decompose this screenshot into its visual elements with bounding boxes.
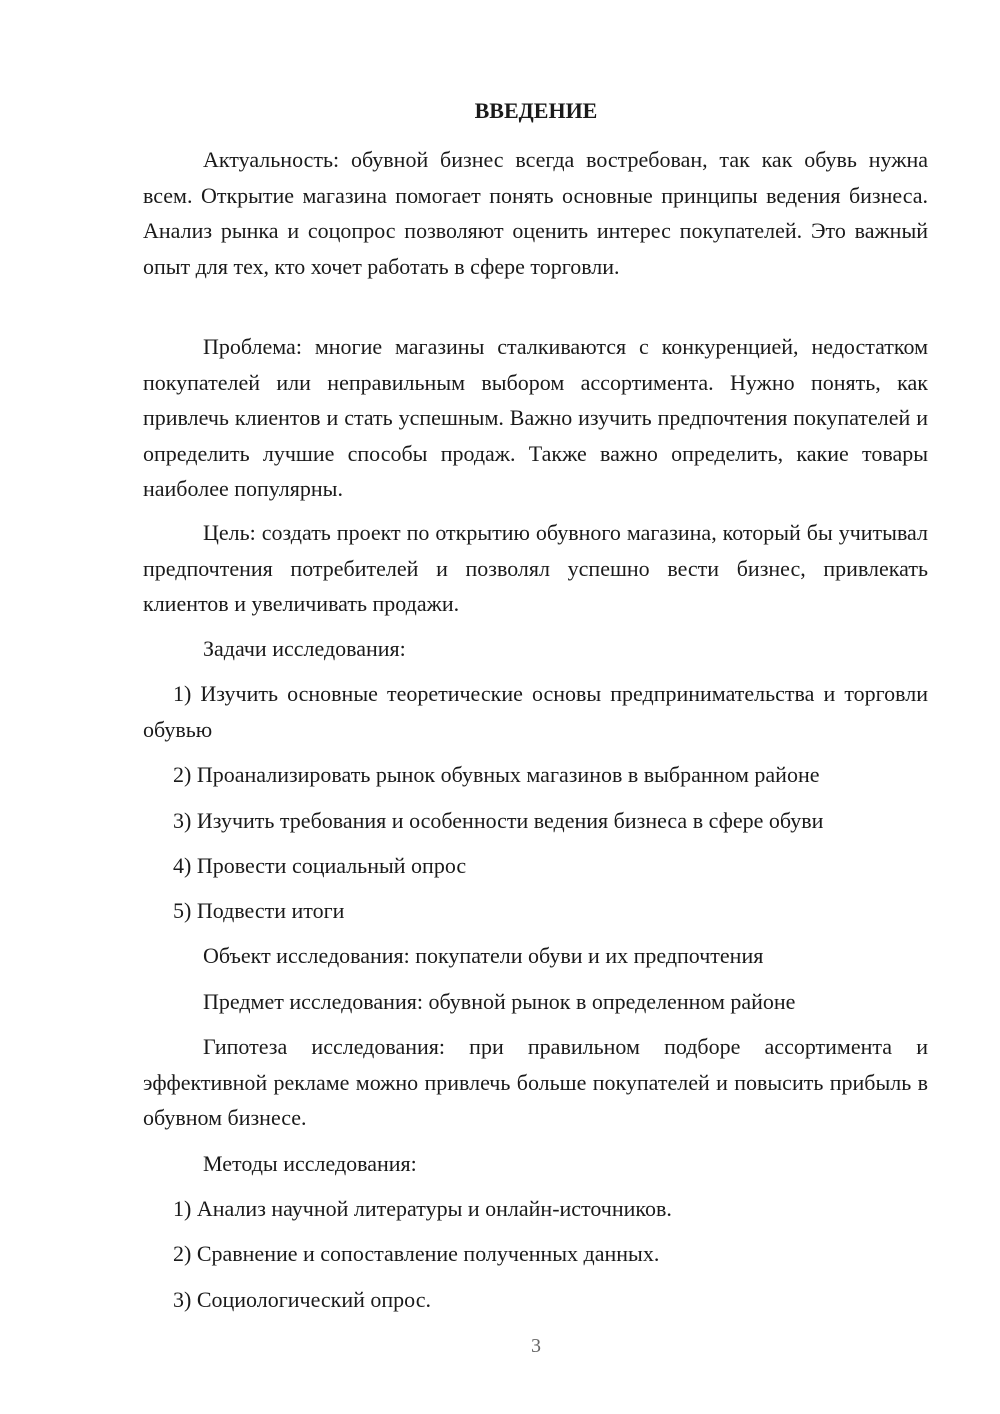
page-heading: ВВЕДЕНИЕ — [474, 98, 598, 123]
relevance-paragraph: Актуальность: обувной бизнес всегда востребован, так как обувь нужна всем. Открытие магазина помогает понять основные принципы ведения бизнеса. Анализ рынка и соцопрос позволяют оценить интерес покупателей. Это важный опыт для тех, кто хочет работать в сфере торговли. — [143, 147, 928, 279]
method-item: 3) Социологический опрос. — [173, 1287, 431, 1312]
hypothesis-paragraph: Гипотеза исследования: при правильном подборе ассортимента и эффективной рекламе можно привлечь больше покупателей и повысить прибыль в обувном бизнесе. — [143, 1034, 928, 1130]
method-item: 1) Анализ научной литературы и онлайн-источников. — [173, 1196, 672, 1221]
task-item: 2) Проанализировать рынок обувных магазинов в выбранном районе — [173, 762, 820, 787]
method-item: 2) Сравнение и сопоставление полученных данных. — [173, 1241, 660, 1266]
object-paragraph: Объект исследования: покупатели обуви и их предпочтения — [203, 943, 764, 968]
task-item: 1) Изучить основные теоретические основы предпринимательства и торговли обувью — [143, 681, 928, 742]
task-item: 3) Изучить требования и особенности ведения бизнеса в сфере обуви — [173, 808, 824, 833]
tasks-title: Задачи исследования: — [203, 636, 406, 661]
goal-paragraph: Цель: создать проект по открытию обувного магазина, который бы учитывал предпочтения потребителей и позволял успешно вести бизнес, привлекать клиентов и увеличивать продажи. — [143, 520, 928, 616]
task-item: 4) Провести социальный опрос — [173, 853, 467, 878]
page-number: 3 — [531, 1335, 541, 1357]
subject-paragraph: Предмет исследования: обувной рынок в определенном районе — [203, 989, 796, 1014]
methods-title: Методы исследования: — [203, 1151, 417, 1176]
task-item: 5) Подвести итоги — [173, 898, 345, 923]
problem-paragraph: Проблема: многие магазины сталкиваются с конкуренцией, недостатком покупателей или неправильным выбором ассортимента. Нужно понять, как привлечь клиентов и стать успешным. Важно изучить предпочтения покупателей и определить лучшие способы продаж. Также важно определить, какие товары наиболее популярны. — [143, 334, 928, 501]
